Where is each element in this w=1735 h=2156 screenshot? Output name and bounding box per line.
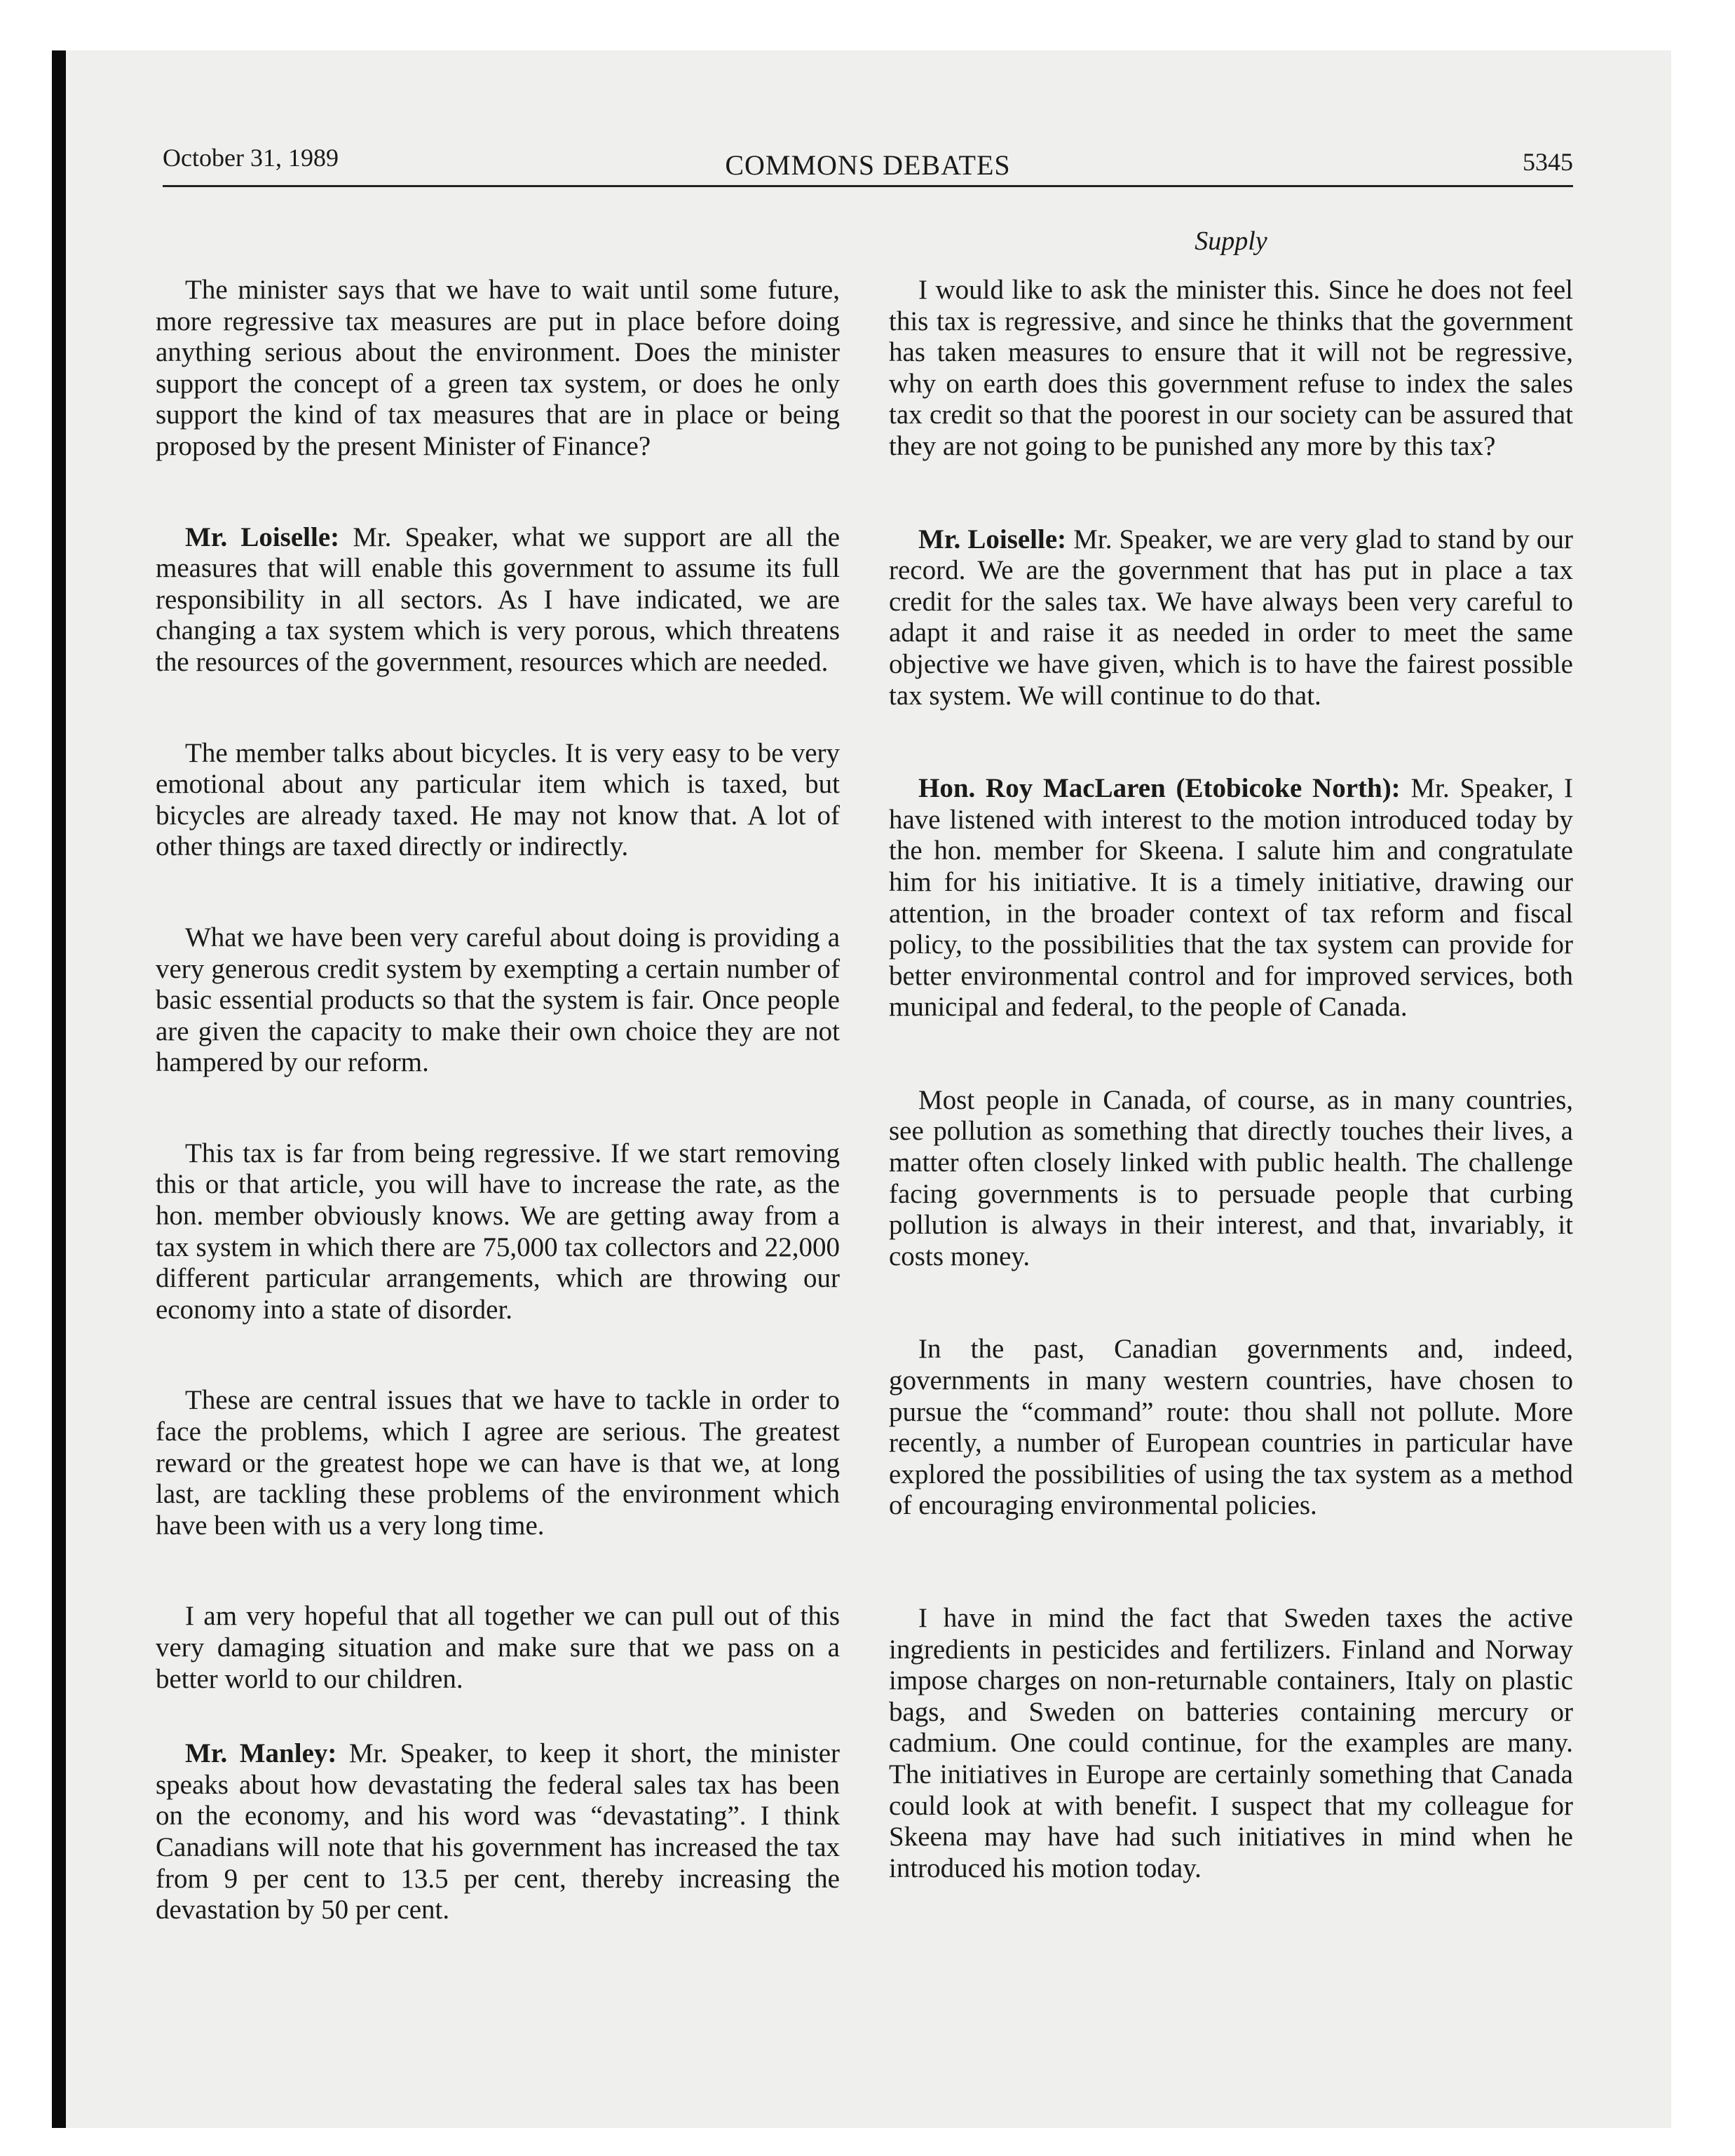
paragraph-text: These are central issues that we have to tackle in order to face the problems, which I agree are serious. The greatest reward or the greatest hope we can have is that we, at long last, are tackling these problems of the environment which have been with us a very long time. (156, 1385, 840, 1541)
paragraph (156, 1138, 840, 1326)
paragraph (889, 275, 1573, 463)
paragraph-text: Most people in Canada, of course, as in many countries, see pollution as something that directly touches their lives, a matter often closely linked with public health. The challenge facing governments is to persuade people that curbing pollution is always in their interest, and that, invariably, it costs money. (889, 1084, 1573, 1271)
paragraph (889, 773, 1573, 1023)
header-page-number: 5345 (1523, 148, 1573, 176)
paragraph (889, 524, 1573, 712)
paragraph-text: I am very hopeful that all together we can pull out of this very damaging situation and make sure that we pass on a better world to our children. (156, 1601, 840, 1694)
paragraph (156, 522, 840, 678)
paragraph (156, 1601, 840, 1695)
paragraph-text: In the past, Canadian governments and, indeed, governments in many western countries, have chosen to pursue the “command” route: thou shall not pollute. More recently, a number of European countries in particular have explored the possibilities of using the tax system as a method of encouraging environmental policies. (889, 1334, 1573, 1521)
speaker-name: Mr. Loiselle: (185, 521, 340, 552)
page-header (163, 139, 1573, 182)
right-column (889, 275, 1573, 1884)
paragraph-text: Mr. Speaker, to keep it short, the minister speaks about how devastating the federal sales tax has been on the economy, and his word was “devastating”. I think Canadians will note that his government has increased the tax from 9 per cent to 13.5 per cent, thereby increasing the devastation by 50 per cent. (156, 1738, 840, 1925)
paragraph-text: The member talks about bicycles. It is very easy to be very emotional about any particular item which is taxed, but bicycles are already taxed. He may not know that. A lot of other things are taxed directly or indirectly. (156, 737, 840, 862)
header-publication: COMMONS DEBATES (725, 149, 1011, 181)
speaker-name: Mr. Loiselle: (918, 524, 1067, 554)
paragraph-text: Mr. Speaker, I have listened with interest to the motion introduced today by the hon. member for Skeena. I salute him and congratulate him for his initiative. It is a timely initiative, drawing our attention, in the broader context of tax reform and fiscal policy, to the possibilities that the tax system can provide for better environmental control and for improved services, both municipal and federal, to the people of Canada. (889, 773, 1574, 1023)
paragraph (889, 1085, 1573, 1273)
paragraph-text: I would like to ask the minister this. Since he does not feel this tax is regressive, and since he thinks that the government has taken measures to ensure that it will not be regressive, why on earth does this government refuse to index the sales tax credit so that the poorest in our society can be assured that they are not going to be punished any more by this tax? (889, 275, 1573, 461)
speaker-name: Mr. Manley: (185, 1738, 337, 1769)
section-heading: Supply (1195, 226, 1267, 256)
paragraph (156, 1738, 840, 1926)
paragraph (156, 275, 840, 463)
paragraph (889, 1334, 1573, 1522)
header-date: October 31, 1989 (163, 144, 339, 172)
paragraph-text: I have in mind the fact that Sweden taxes the active ingredients in pesticides and fertilizers. Finland and Norway impose charges on non-returnable containers, Italy on plastic bags, and Sweden on batteries containing mercury or cadmium. One could continue, for the examples are many. The initiatives in Europe are certainly something that Canada could look at with benefit. I suspect that my colleague for Skeena may have had such initiatives in mind when he introduced his motion today. (889, 1603, 1573, 1883)
paragraph (889, 1603, 1573, 1884)
paragraph-text: Mr. Speaker, what we support are all the measures that will enable this government to assume its full responsibility in all sectors. As I have indicated, we are changing a tax system which is very porous, which threatens the resources of the government, resources which are needed. (156, 521, 841, 677)
header-rule (163, 185, 1573, 187)
scan-edge (52, 50, 66, 2128)
paragraph-text: Mr. Speaker, we are very glad to stand by our record. We are the government that has put in place a tax credit for the sales tax. We have always been very careful to adapt it and raise it as needed in order to meet the same objective we have given, which is to have the fairest possible tax system. We will continue to do that. (889, 524, 1573, 711)
paragraph (156, 738, 840, 863)
paragraph-text: What we have been very careful about doing is providing a very generous credit system by exempting a certain number of basic essential products so that the system is fair. Once people are given the capacity to make their own choice they are not hampered by our reform. (156, 922, 840, 1078)
paragraph-text: This tax is far from being regressive. If we start removing this or that article, you will have to increase the rate, as the hon. member obviously knows. We are getting away from a tax system in which there are 75,000 tax collectors and 22,000 different particular arrangements, which are throwing our economy into a state of disorder. (156, 1138, 840, 1325)
paragraph (156, 1385, 840, 1541)
speaker-name: Hon. Roy MacLaren (Etobicoke North): (918, 773, 1401, 804)
paragraph-text: The minister says that we have to wait until some future, more regressive tax measures are put in place before doing anything serious about the environment. Does the minister support the concept of a green tax system, or does he only support the kind of tax measures that are in place or being proposed by the present Minister of Finance? (156, 275, 840, 461)
paragraph (156, 922, 840, 1079)
left-column (156, 275, 840, 1926)
